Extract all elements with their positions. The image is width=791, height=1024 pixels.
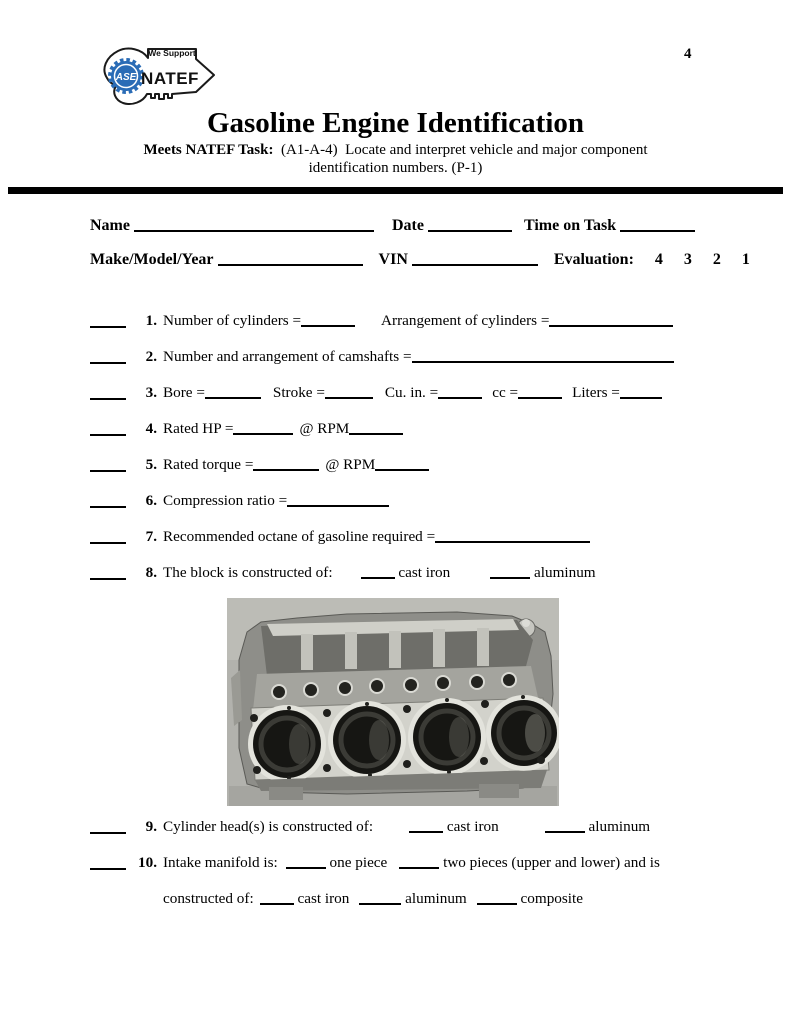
page-number: 4: [684, 46, 692, 62]
item-label: Number of cylinders =: [163, 312, 302, 329]
score-blank: [90, 868, 126, 870]
worksheet-item-9: [90, 816, 731, 838]
answer-blank: [361, 567, 395, 579]
engine-block-photo: [227, 598, 559, 806]
time-on-task-label: Time on Task: [523, 217, 617, 234]
item-label: cast iron: [293, 890, 350, 907]
ase-text: ASE: [115, 72, 137, 83]
item-number: 7.: [145, 528, 157, 545]
answer-blank: [435, 531, 590, 543]
score-blank: [90, 578, 126, 580]
make-model-year-blank: [218, 254, 363, 266]
item-label: aluminum: [401, 890, 467, 907]
answer-blank: [438, 387, 482, 399]
worksheet-item-5: [90, 454, 731, 476]
item-label: Rated HP =: [163, 420, 234, 437]
answer-blank: [359, 893, 401, 905]
natef-task-statement: [0, 141, 791, 177]
item-label: aluminum: [584, 818, 651, 835]
score-blank: [90, 832, 126, 834]
item-label: cast iron: [394, 564, 451, 581]
score-blank: [90, 542, 126, 544]
answer-blank: [490, 567, 530, 579]
evaluation-score-2: 2: [712, 251, 721, 268]
item-label: Cylinder head(s) is constructed of:: [163, 818, 374, 835]
answer-blank: [286, 857, 326, 869]
item-number: 10.: [138, 854, 157, 871]
score-blank: [90, 506, 126, 508]
answer-blank: [518, 387, 562, 399]
item-label: The block is constructed of:: [163, 564, 333, 581]
item-label: Liters =: [572, 384, 620, 401]
evaluation-score-4: 4: [654, 251, 663, 268]
engine-block-graphic: [227, 598, 559, 806]
evaluation-score-3: 3: [683, 251, 692, 268]
item-content: [163, 490, 389, 512]
answer-blank: [549, 315, 673, 327]
worksheet-item-3: [90, 382, 731, 404]
make-model-year-label: Make/Model/Year: [90, 251, 214, 268]
answer-blank: [205, 387, 261, 399]
answer-blank: [349, 423, 403, 435]
item-content: [163, 382, 662, 404]
answer-blank: [233, 423, 293, 435]
item-content: [163, 310, 673, 332]
item-number: 8.: [145, 564, 157, 581]
worksheet-item-4: [90, 418, 731, 440]
item-label: one piece: [325, 854, 388, 871]
answer-blank: [253, 459, 319, 471]
task-text: (A1-A-4) Locate and interpret vehicle and major component: [273, 142, 648, 158]
score-blank: [90, 362, 126, 364]
item-label: Cu. in. =: [384, 384, 439, 401]
vin-label: VIN: [378, 251, 408, 268]
item-number: 6.: [145, 492, 157, 509]
item-label: Recommended octane of gasoline required =: [163, 528, 436, 545]
worksheet-item-2: [90, 346, 731, 368]
answer-blank: [301, 315, 355, 327]
natef-logo: [97, 44, 217, 108]
answer-blank: [399, 857, 439, 869]
header-fields: [90, 216, 791, 270]
item-label: aluminum: [530, 564, 596, 581]
item-content: [163, 454, 429, 476]
answer-blank: [620, 387, 662, 399]
answer-blank: [325, 387, 373, 399]
item-number: 4.: [145, 420, 157, 437]
we-support-text: We Support: [148, 48, 196, 58]
item-label: constructed of:: [163, 890, 254, 907]
page-title: Gasoline Engine Identification: [206, 107, 585, 139]
answer-blank: [260, 893, 294, 905]
item-label: Compression ratio =: [163, 492, 288, 509]
items-1-to-8: [90, 310, 731, 584]
item-label: @ RPM: [299, 420, 350, 437]
name-date-time-row: [90, 216, 791, 236]
evaluation-label: Evaluation:: [553, 251, 634, 268]
item-label: Arrangement of cylinders =: [381, 312, 550, 329]
vin-blank: [412, 254, 538, 266]
name-label: Name: [90, 217, 130, 234]
item-content: [163, 418, 403, 440]
natef-text: NATEF: [141, 69, 199, 88]
items-9-to-10: [90, 816, 731, 910]
worksheet-item-6: [90, 490, 731, 512]
evaluation-score-1: 1: [741, 251, 750, 268]
item-number: 3.: [145, 384, 157, 401]
item-content: [163, 562, 596, 584]
worksheet-item-7: [90, 526, 731, 548]
answer-blank: [375, 459, 429, 471]
item-label: cc =: [492, 384, 519, 401]
item-number: 2.: [145, 348, 157, 365]
item-label: Bore =: [163, 384, 205, 401]
time-on-task-blank: [620, 220, 695, 232]
answer-blank: [412, 351, 674, 363]
worksheet-item-10-continued: [163, 888, 731, 910]
item-label: cast iron: [443, 818, 499, 835]
score-blank: [90, 470, 126, 472]
item-number: 1.: [145, 312, 157, 329]
item-label: Stroke =: [272, 384, 325, 401]
item-number: 9.: [145, 818, 157, 835]
item-content: [163, 852, 660, 874]
answer-blank: [545, 821, 585, 833]
worksheet-item-1: [90, 310, 731, 332]
score-blank: [90, 326, 126, 328]
item-label: @ RPM: [325, 456, 376, 473]
task-label: Meets NATEF Task:: [143, 142, 274, 158]
item-label: Intake manifold is:: [163, 854, 278, 871]
answer-blank: [477, 893, 517, 905]
item-number: 5.: [145, 456, 157, 473]
score-blank: [90, 398, 126, 400]
item-content: [163, 816, 650, 838]
item-content: [163, 346, 674, 368]
answer-blank: [409, 821, 443, 833]
date-label: Date: [391, 217, 424, 234]
item-content: [163, 888, 583, 910]
name-blank: [134, 220, 374, 232]
header-divider-rule: [8, 187, 783, 194]
worksheet-item-8: [90, 562, 731, 584]
item-label: two pieces (upper and lower) and is: [439, 854, 660, 871]
make-vin-eval-row: [90, 250, 791, 270]
score-blank: [90, 434, 126, 436]
date-blank: [428, 220, 512, 232]
item-label: Number and arrangement of camshafts =: [163, 348, 412, 365]
item-label: composite: [516, 890, 583, 907]
item-label: Rated torque =: [163, 456, 254, 473]
natef-key-logo-graphic: [97, 44, 217, 106]
answer-blank: [287, 495, 389, 507]
task-text-line2: identification numbers. (P-1): [308, 160, 483, 176]
item-content: [163, 526, 590, 548]
worksheet-item-10: [90, 852, 731, 874]
